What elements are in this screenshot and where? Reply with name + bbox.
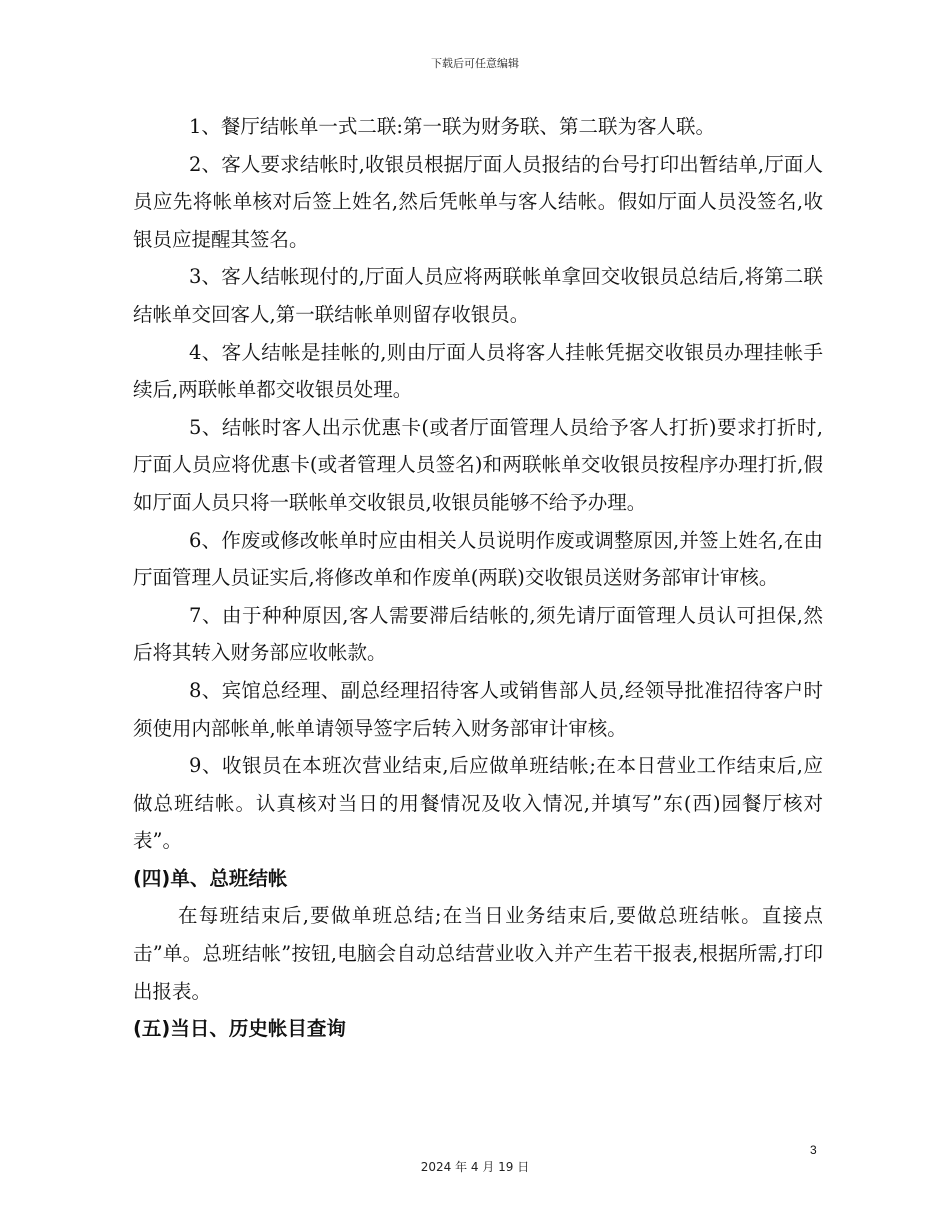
paragraph-4: 4、客人结帐是挂帐的,则由厅面人员将客人挂帐凭据交收银员办理挂帐手续后,两联帐单都交收银员处理。 — [133, 340, 823, 402]
paragraph-8: 8、宾馆总经理、副总经理招待客人或销售部人员,经领导批准招待客户时须使用内部帐单,帐单请领导签字后转入财务部审计审核。 — [133, 678, 823, 740]
document-body — [133, 108, 823, 1048]
page-header: 下载后可任意编辑 — [431, 57, 519, 70]
section-4-heading: (四)单、总班结帐 — [133, 866, 288, 890]
paragraph-9: 9、收银员在本班次营业结束,后应做单班结帐;在本日营业工作结束后,应做总班结帐。认真核对当日的用餐情况及收入情况,并填写”东(西)园餐厅核对表”。 — [133, 754, 823, 853]
paragraph-5: 5、结帐时客人出示优惠卡(或者厅面管理人员给予客人打折)要求打折时,厅面人员应将优惠卡(或者管理人员签名)和两联帐单交收银员按程序办理打折,假如厅面人员只将一联帐单交收银员,收银员能够不给予办理。 — [133, 415, 823, 514]
page-number: 3 — [810, 1143, 817, 1157]
section-5-heading: (五)当日、历史帐目查询 — [133, 1017, 346, 1041]
paragraph-3: 3、客人结帐现付的,厅面人员应将两联帐单拿回交收银员总结后,将第二联结帐单交回客人,第一联结帐单则留存收银员。 — [133, 265, 823, 326]
paragraph-7: 7、由于种种原因,客人需要滞后结帐的,须先请厅面管理人员认可担保,然后将其转入财务部应收帐款。 — [133, 603, 823, 665]
paragraph-2: 2、客人要求结帐时,收银员根据厅面人员报结的台号打印出暂结单,厅面人员应先将帐单核对后签上姓名,然后凭帐单与客人结帐。假如厅面人员没签名,收银员应提醒其签名。 — [133, 152, 823, 251]
footer-date: 2024 年 4 月 19 日 — [420, 1160, 530, 1174]
section-4-body: 在每班结束后,要做单班总结;在当日业务结束后,要做总班结帐。直接点击”单。总班结帐”按钮,电脑会自动总结营业收入并产生若干报表,根据所需,打印出报表。 — [133, 904, 823, 1003]
paragraph-1: 1、餐厅结帐单一式二联:第一联为财务联、第二联为客人联。 — [189, 115, 715, 138]
paragraph-6: 6、作废或修改帐单时应由相关人员说明作废或调整原因,并签上姓名,在由厅面管理人员证实后,将修改单和作废单(两联)交收银员送财务部审计审核。 — [133, 528, 823, 590]
